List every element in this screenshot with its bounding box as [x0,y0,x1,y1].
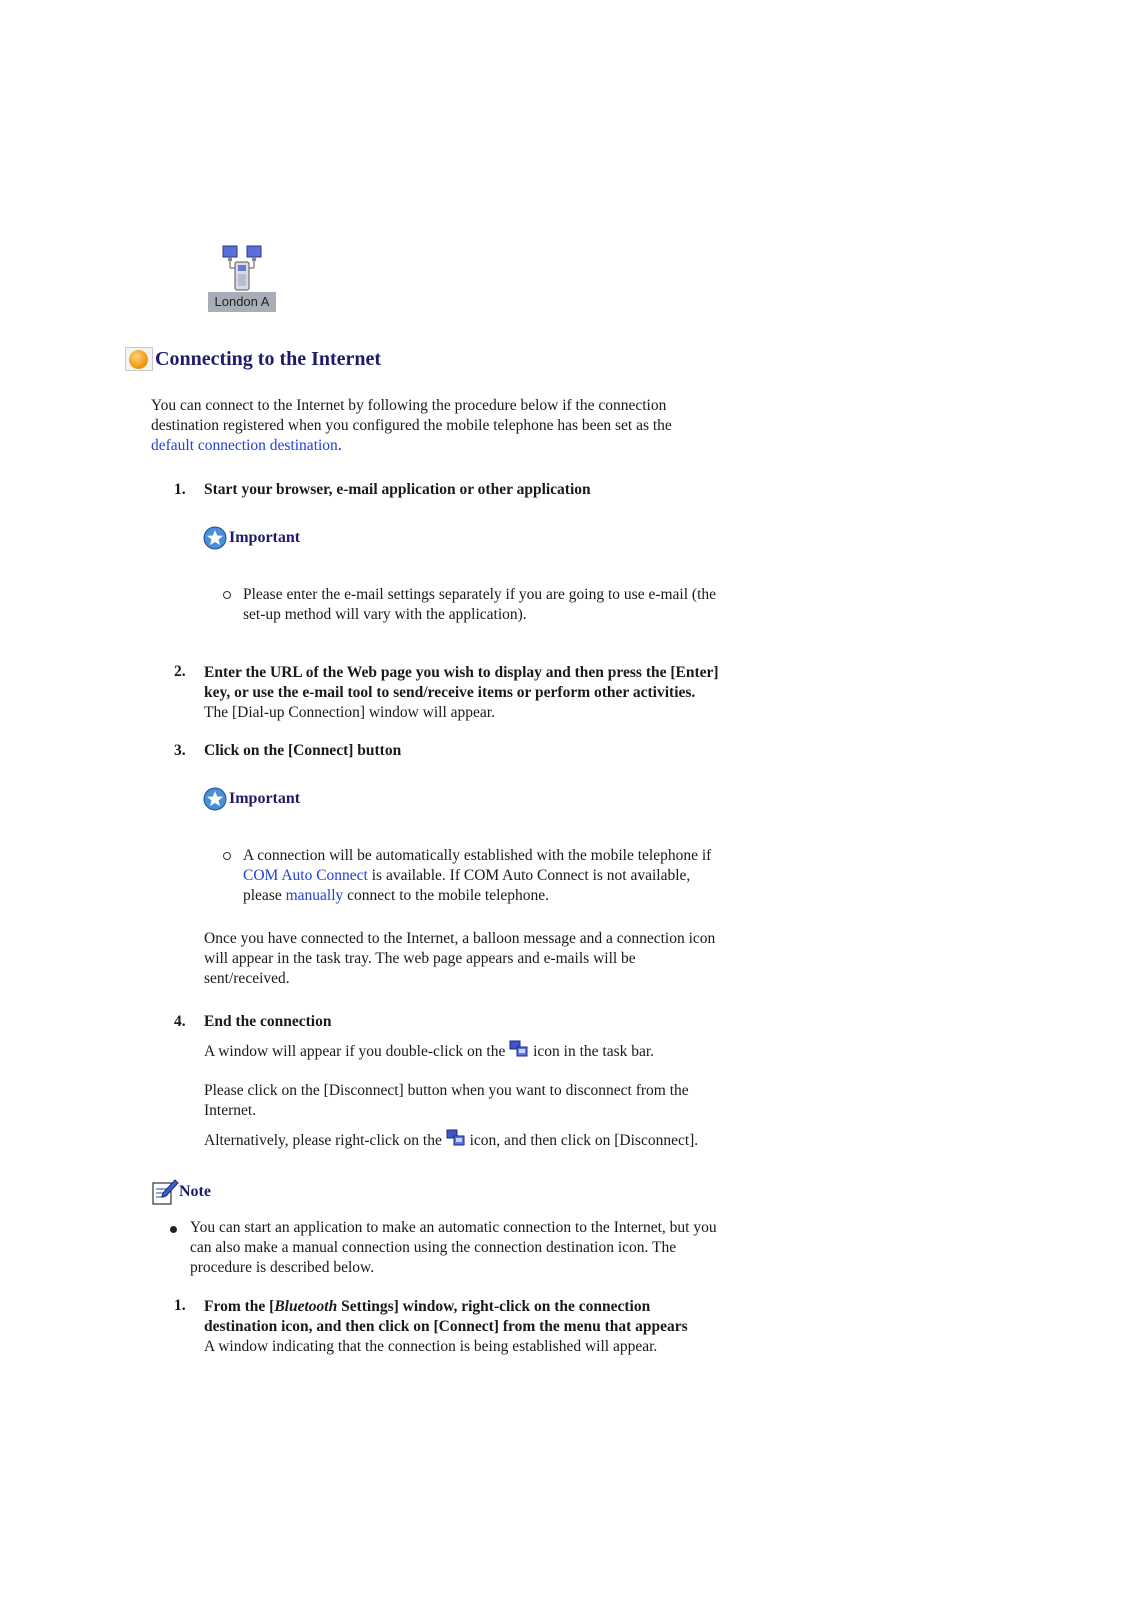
connection-tray-icon [446,1129,466,1147]
step-2-block: Enter the URL of the Web page you wish to display and then press the [Enter] key, or use the e-mail tool to send/receive items or perform other activities. The [Dial-up Connection] window will appear. [204,664,719,721]
com-auto-connect-link[interactable]: COM Auto Connect [243,867,368,884]
step-4-line-1: A window will appear if you double-click on the icon in the task bar. [204,1040,654,1062]
important-label: Important [229,790,301,807]
important-star-icon [203,526,227,550]
connection-tray-icon [509,1040,529,1058]
disc-bullet [170,1226,177,1233]
step-4-number: 4. [174,1013,186,1030]
connection-destination-icon[interactable] [206,244,278,320]
intro-paragraph: You can connect to the Internet by following the procedure below if the connection destination registered when you configured the mobile telephone has been set as the default connection destination. [151,397,672,454]
note-label: Note [179,1183,211,1200]
sub-step-1-number: 1. [174,1297,186,1314]
step-3-after-text: Once you have connected to the Internet, a balloon message and a connection icon will appear in the task tray. The web page appears and e-mails will be sent/received. [204,930,716,987]
circle-bullet [223,852,231,860]
device-label: London A [208,292,276,312]
step-3-number: 3. [174,742,186,759]
step-1-important-text: Please enter the e-mail settings separately if you are going to use e-mail (the set-up method will vary with the application). [243,586,717,623]
orange-bullet-icon [125,347,153,371]
page-title: Connecting to the Internet [155,348,382,370]
step-3-title: Click on the [Connect] button [204,742,402,759]
step-4-title: End the connection [204,1013,332,1030]
step-3-important-text: A connection will be automatically established with the mobile telephone if COM Auto Connect is available. If COM Auto Connect is not available, please manually connect to the mobile telephone. [243,847,712,904]
step-2-number: 2. [174,663,186,680]
phone-pc-icon [206,244,278,296]
default-connection-link[interactable]: default connection destination [151,437,338,454]
step-4-line-3: Alternatively, please right-click on the icon, and then click on [Disconnect]. [204,1129,698,1151]
important-label: Important [229,529,301,546]
step-1-number: 1. [174,481,186,498]
important-star-icon [203,787,227,811]
circle-bullet [223,591,231,599]
sub-step-1-block: From the [Bluetooth Settings] window, right-click on the connection destination icon, and then click on [Connect] from the menu that appears A window indicating that the connection is being established will appear. [204,1298,688,1355]
note-text: You can start an application to make an automatic connection to the Internet, but you can also make a manual connection using the connection destination icon. The procedure is described below. [190,1219,717,1276]
step-1-title: Start your browser, e-mail application or other application [204,481,591,498]
manually-link[interactable]: manually [285,887,344,904]
note-pencil-icon [151,1178,179,1206]
step-4-line-2: Please click on the [Disconnect] button when you want to disconnect from the Internet. [204,1082,689,1119]
